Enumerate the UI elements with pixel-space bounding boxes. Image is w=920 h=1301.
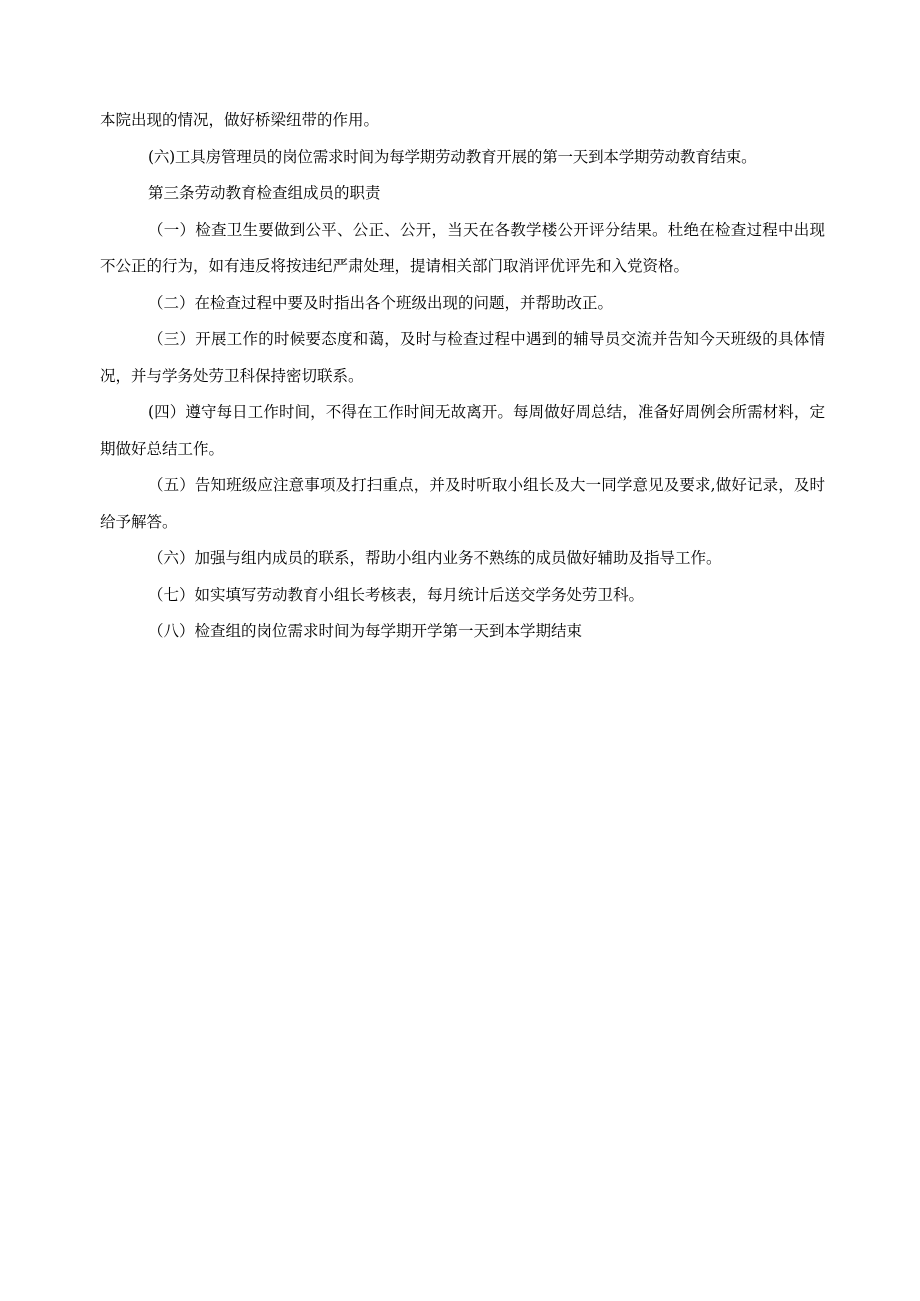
paragraph-item-3: （三）开展工作的时候要态度和蔼，及时与检查过程中遇到的辅导员交流并告知今天班级的具体情况，并与学务处劳卫科保持密切联系。 (100, 330, 825, 385)
paragraph-item-5: （五）告知班级应注意事项及打扫重点，并及时听取小组长及大一同学意见及要求,做好记录，及时给予解答。 (100, 476, 825, 531)
paragraph-toolroom-time: (六)工具房管理员的岗位需求时间为每学期劳动教育开展的第一天到本学期劳动教育结束。 (148, 147, 757, 166)
paragraph-item-6: （六）加强与组内成员的联系，帮助小组内业务不熟练的成员做好辅助及指导工作。 (148, 549, 722, 567)
document-body (100, 102, 825, 650)
paragraph-item-8: （八）检查组的岗位需求时间为每学期开学第一天到本学期结束 (148, 622, 583, 640)
paragraph-item-2: （二）在检查过程中要及时指出各个班级出现的问题，并帮助改正。 (148, 293, 614, 312)
paragraph-item-4: (四）遵守每日工作时间，不得在工作时间无故离开。每周做好周总结，准备好周例会所需材料，定期做好总结工作。 (100, 403, 825, 458)
paragraph-continuation: 本院出现的情况，做好桥梁纽带的作用。 (100, 111, 380, 129)
paragraph-item-1: （一）检查卫生要做到公平、公正、公开，当天在各教学楼公开评分结果。杜绝在检查过程中出现不公正的行为，如有违反将按违纪严肃处理，提请相关部门取消评优评先和入党资格。 (100, 220, 825, 275)
paragraph-item-7: （七）如实填写劳动教育小组长考核表，每月统计后送交学务处劳卫科。 (148, 585, 645, 604)
section-heading-article-3: 第三条劳动教育检查组成员的职责 (148, 184, 381, 202)
